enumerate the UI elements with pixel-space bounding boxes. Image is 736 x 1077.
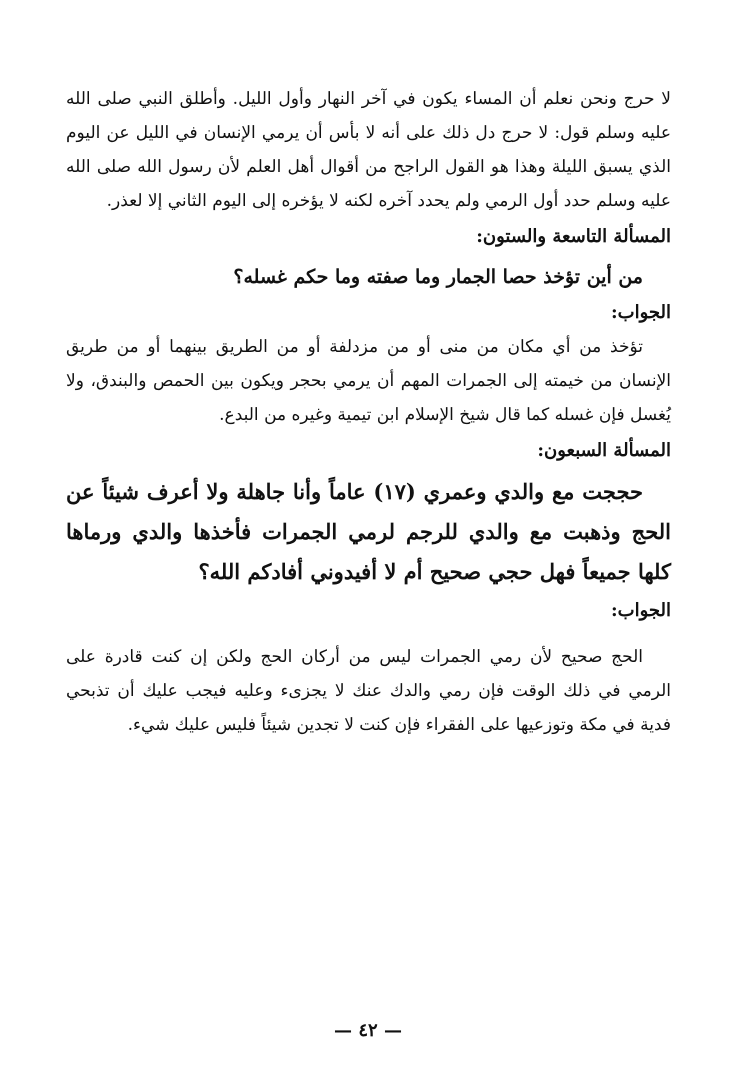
section-heading-69: المسألة التاسعة والستون: bbox=[476, 226, 671, 247]
question-69: من أين تؤخذ حصا الجمار وما صفته وما حكم غسله؟ bbox=[233, 266, 643, 288]
answer-label-70: الجواب: bbox=[611, 600, 671, 621]
paragraph-continuation: لا حرج ونحن نعلم أن المساء يكون في آخر النهار وأول الليل. وأطلق النبي صلى الله عليه وسلم قول: لا حرج دل ذلك على أنه لا بأس أن يرمي الإنسان في الليل عن اليوم الذي يسبق الليلة وهذا هو القول الراجح من أقوال أهل العلم لأن رسول الله صلى الله عليه وسلم حدد أول الرمي ولم يحدد آخره لكنه لا يؤخره إلى اليوم الثاني إلا لعذر. bbox=[66, 89, 672, 211]
page-body bbox=[66, 82, 671, 742]
question-70: حججت مع والدي وعمري (١٧) عاماً وأنا جاهلة ولا أعرف شيئاً عن الحج وذهبت مع والدي للرجم لرمي الجمرات فأخذها والدي ورماها كلها جميعاً فهل حجي صحيح أم لا أفيدوني أفادكم الله؟ bbox=[66, 479, 671, 584]
answer-70: الحج صحيح لأن رمي الجمرات ليس من أركان الحج ولكن إن كنت قادرة على الرمي في ذلك الوقت فإن رمي والدك عنك لا يجزىء وعليه فيجب عليك أن تذبحي فدية في مكة وتوزعيها على الفقراء فإن كنت لا تجدين شيئاً فليس عليك شيء. bbox=[66, 647, 671, 735]
section-heading-70: المسألة السبعون: bbox=[537, 440, 671, 461]
page-number: — ٤٢ — bbox=[334, 1020, 402, 1041]
answer-69: تؤخذ من أي مكان من منى أو من مزدلفة أو من الطريق بينهما أو من طريق الإنسان من خيمته إلى الجمرات المهم أن يرمي بحجر ويكون بين الحمص والبندق، ولا يُغسل فإن غسله كما قال شيخ الإسلام ابن تيمية وغيره من البدع. bbox=[66, 337, 671, 425]
answer-label-69: الجواب: bbox=[611, 302, 671, 323]
